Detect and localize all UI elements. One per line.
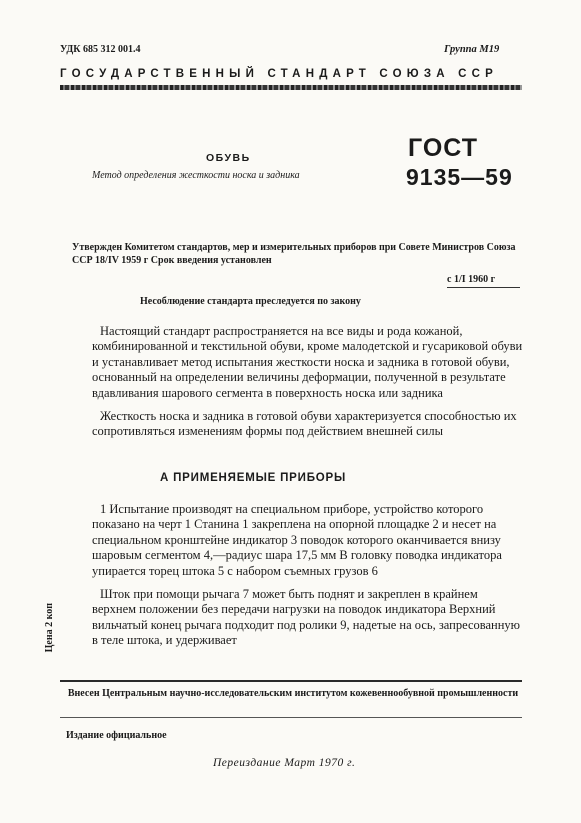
reissue-note: Переиздание Март 1970 г.: [213, 757, 356, 769]
group-code: Группа М19: [444, 44, 500, 55]
price-label: Цена 2 коп: [44, 603, 55, 653]
state-standard-heading: ГОСУДАРСТВЕННЫЙ СТАНДАРТ СОЮЗА ССР: [60, 68, 499, 80]
footer-rule-top: [60, 680, 522, 682]
udk-code: УДК 685 312 001.4: [60, 44, 141, 55]
price-stamp: [44, 603, 62, 669]
method-subtitle: Метод определения жесткости носка и задника: [92, 170, 300, 181]
gost-number: 9135—59: [406, 164, 513, 190]
footer-rule-bottom: [60, 717, 522, 718]
body-paragraph-definition: Жесткость носка и задника в готовой обуви характеризуется способностью их сопротивляться изменениям формы под действием внешней силы: [92, 409, 517, 439]
section-heading: А ПРИМЕНЯЕМЫЕ ПРИБОРЫ: [160, 472, 347, 484]
approval-statement: Утвержден Комитетом стандартов, мер и измерительных приборов при Совете Министров Союза ССР 18/IV 1959 г Срок введения установлен: [72, 242, 516, 266]
effective-date-underline: [447, 287, 520, 288]
official-edition-label: Издание официальное: [66, 730, 167, 741]
body-paragraph-rod: Шток при помощи рычага 7 может быть поднят и закреплен в крайнем верхнем положении без передачи нагрузки на поводок индикатора Верхний вильчатый конец рычага подходит под ролики 9, надетые на ось, запресованную в теле штока, и удерживает: [92, 587, 521, 648]
gost-label: ГОСТ: [408, 134, 478, 162]
introduced-by-note: Внесен Центральным научно-исследовательским институтом кожевеннообувной промышленности: [67, 688, 519, 699]
product-title: ОБУВЬ: [206, 152, 251, 164]
body-paragraph-scope: Настоящий стандарт распространяется на все виды и рода кожаной, комбинированной и текстильной обуви, кроме малодетской и гусариковой обуви и устанавливает метод испытания жесткости носка и задника в готовой обуви, основанный на определении величины деформации, полученной в результате вдавливания шарового сегмента в поверхность носка или задника: [92, 324, 523, 400]
effective-date: с 1/I 1960 г: [447, 274, 496, 285]
body-paragraph-apparatus: 1 Испытание производят на специальном приборе, устройство которого показано на черт 1 Станина 1 закреплена на опорной площадке 2 и несет на специальном кронштейне индикатор 3 поводок которого оканчивается внизу шаровым сегментом 4,—радиус шара 17,5 мм В головку поводка индикатора упирается торец штока 5 с набором съемных грузов 6: [92, 502, 502, 578]
header-band-divider: [60, 85, 522, 90]
legal-notice: Несоблюдение стандарта преследуется по закону: [140, 296, 361, 307]
